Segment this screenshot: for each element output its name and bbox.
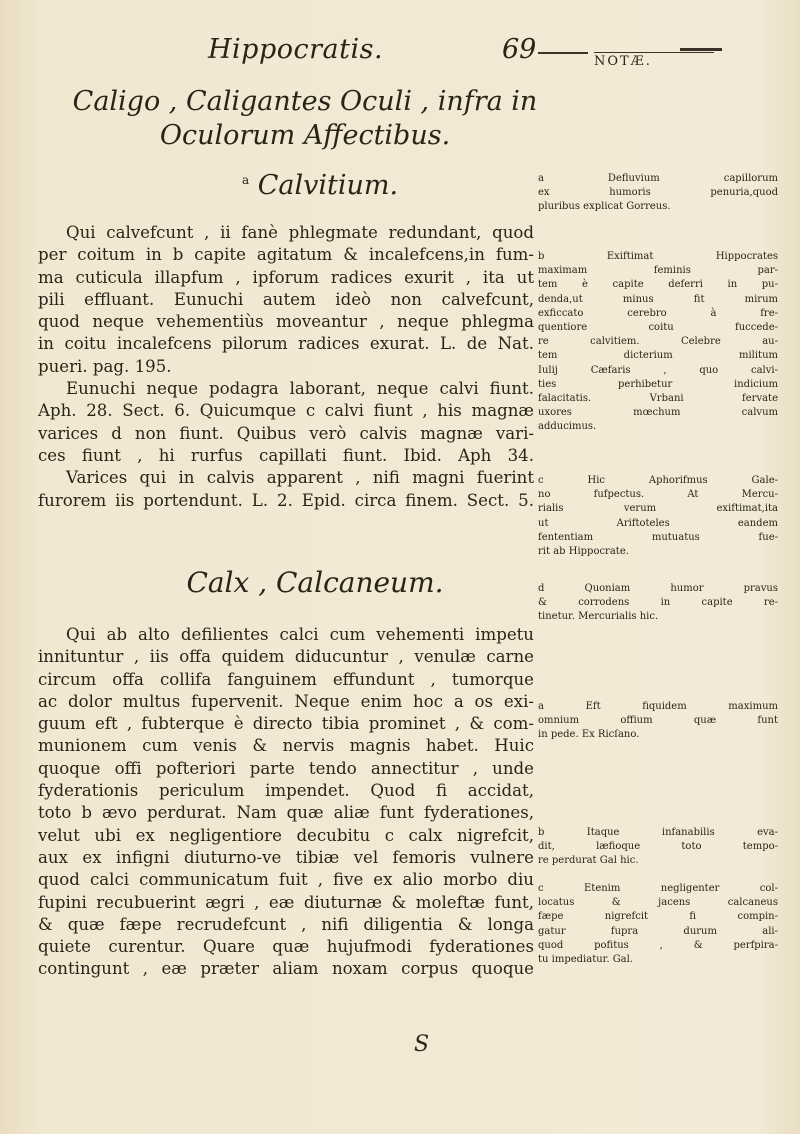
- note-line: b Itaque infanabilis eva-: [538, 827, 778, 838]
- note-line: c Etenim negligenter col-: [538, 883, 778, 894]
- note-line: ex humoris penuria,quod: [538, 187, 778, 199]
- note-line: quod pofitus , & perfpira-: [538, 939, 778, 951]
- text-line: innituntur , iis offa quidem diducuntur , venulæ carne: [38, 647, 534, 667]
- note-line: gatur fupra durum ali-: [538, 925, 778, 937]
- text-line: & quæ fæpe recrudefcunt , nifi diligentia & longa: [38, 914, 534, 934]
- text-line: fupini recubuerint ægri , eæ diuturnæ & moleftæ funt,: [38, 892, 534, 912]
- text-line: quod neque vehementiùs moveantur , neque phlegma: [38, 312, 534, 332]
- marginal-note-c: [538, 474, 778, 559]
- marginal-note-b: [538, 250, 778, 435]
- marginal-note-calx-c: [538, 882, 778, 967]
- note-line: dit, læfioque toto tempo-: [538, 841, 778, 853]
- text-line: ma cuticula illapfum , ipforum radices exurit , ita ut: [38, 267, 534, 287]
- text-line: Qui ab alto defilientes calci cum vehementi impetu: [66, 625, 534, 644]
- note-line: a Eft fiquidem maximum: [538, 701, 778, 712]
- marginal-note-calx-a: [538, 700, 778, 743]
- note-line: denda,ut minus fit mirum: [538, 293, 778, 305]
- note-line: rialis verum exiftimat,ita: [538, 503, 778, 515]
- text-line: toto b ævo perdurat. Nam quæ aliæ funt fyderationes,: [38, 803, 534, 823]
- note-line: tem dicterium militum: [538, 350, 778, 362]
- note-line: adducimus.: [538, 421, 597, 433]
- page-number: 69: [502, 34, 537, 65]
- note-line: locatus & jacens calcaneus: [538, 897, 778, 909]
- heading-calvitium-text: Calvitium.: [257, 170, 399, 201]
- note-line: a Defluvium capillorum: [538, 173, 778, 184]
- note-line: falacitatis. Vrbani fervate: [538, 393, 778, 405]
- running-title: Hippocratis.: [208, 34, 384, 65]
- text-line: per coitum in b capite agitatum & incalefcens,in fum-: [38, 245, 534, 265]
- marginal-note-calx-b: [538, 826, 778, 869]
- note-line: tem è capite deferri in pu-: [538, 279, 778, 291]
- note-line: b Exiftimat Hippocrates: [538, 251, 778, 262]
- note-line: fententiam mutuatus fue-: [538, 531, 778, 543]
- text-line: furorem iis portendunt. L. 2. Epid. circa finem. Sect. 5.: [38, 490, 534, 510]
- text-line: quod calci communicatum fuit , five ex alio morbo diu: [38, 870, 534, 890]
- heading-calx: Calx , Calcaneum.: [186, 566, 444, 599]
- text-line: in coitu incalefcens pilorum radices exurat. L. de Nat.: [38, 334, 534, 354]
- text-line: circum offa collifa fanguinem effundunt , tumorque: [38, 669, 534, 689]
- text-line: aux ex infigni diuturno-ve tibiæ vel femoris vulnere: [38, 847, 534, 867]
- note-line: quentiore coitu fuccede-: [538, 322, 778, 334]
- footnote-mark: a: [241, 173, 250, 187]
- note-line: Iulij Cæfaris , quo calvi-: [538, 364, 778, 376]
- note-line: maximam feminis par-: [538, 265, 778, 277]
- text-line: pili effluant. Eunuchi autem ideò non calvefcunt,: [38, 289, 534, 309]
- signature-mark: S: [414, 1032, 430, 1057]
- marginal-note-d: [538, 582, 778, 625]
- note-line: ties perhibetur indicium: [538, 378, 778, 390]
- text-line: quoque offi pofteriori parte tendo annectitur , unde: [38, 758, 534, 778]
- text-line: quiete curentur. Quare quæ hujufmodi fyderationes: [38, 937, 534, 957]
- heading-calvitium: [110, 170, 530, 201]
- text-line: Varices qui in calvis apparent , nifi magni fuerint: [66, 468, 534, 488]
- note-line: exficcato cerebro à fre-: [538, 307, 778, 319]
- text-line: ces fiunt , hi rurfus capillati fiunt. Ibid. Aph 34.: [38, 445, 534, 465]
- page-header: [0, 34, 800, 74]
- text-line: Eunuchi neque podagra laborant, neque calvi fiunt.: [66, 379, 534, 399]
- text-block-calx: [38, 624, 534, 981]
- text-line: contingunt , eæ præter aliam noxam corpus quoque: [38, 959, 534, 979]
- note-line: rit ab Hippocrate.: [538, 546, 629, 558]
- note-line: tu impediatur. Gal.: [538, 954, 634, 966]
- text-line: ac dolor multus fupervenit. Neque enim hoc a os exi-: [38, 691, 534, 711]
- note-line: omnium offium quæ funt: [538, 715, 778, 727]
- note-line: re perdurat Gal hic.: [538, 855, 639, 867]
- note-line: in pede. Ex Ricſano.: [538, 729, 640, 741]
- text-line: velut ubi ex negligentiore decubitu c calx nigrefcit,: [38, 825, 534, 845]
- note-line: d Quoniam humor pravus: [538, 583, 778, 594]
- note-line: pluribus explicat Gorreus.: [538, 201, 671, 213]
- heading-caligo-line1: Caligo , Caligantes Oculi , infra in: [72, 86, 538, 117]
- note-line: ut Ariftoteles eandem: [538, 517, 778, 529]
- note-line: no fufpectus. At Mercu-: [538, 489, 778, 501]
- note-line: c Hic Aphorifmus Gale-: [538, 475, 778, 486]
- marginal-note-a: [538, 172, 778, 215]
- text-line: Qui calvefcunt , ii fanè phlegmate redundant, quod: [66, 223, 534, 242]
- header-rule: [680, 48, 722, 51]
- text-line: guum eft , fubterque è directo tibia prominet , & com-: [38, 714, 534, 734]
- text-line: Aph. 28. Sect. 6. Quicumque c calvi fiunt , his magnæ: [38, 401, 534, 421]
- text-line: munionem cum venis & nervis magnis habet. Huic: [38, 736, 534, 756]
- note-line: uxores mœchum calvum: [538, 407, 778, 419]
- note-line: tinetur. Mercurialis hic.: [538, 611, 659, 623]
- text-line: fyderationis periculum impendet. Quod fi accidat,: [38, 781, 534, 801]
- text-line: varices d non fiunt. Quibus verò calvis magnæ vari-: [38, 423, 534, 443]
- notes-column-label: NOTÆ.: [594, 52, 714, 69]
- note-line: re calvitiem. Celebre au-: [538, 336, 778, 348]
- heading-caligo-line2: Oculorum Affectibus.: [159, 120, 451, 151]
- text-block-calvitium: [38, 222, 534, 512]
- note-line: & corrodens in capite re-: [538, 597, 778, 609]
- note-line: fæpe nigrefcit fi compin-: [538, 911, 778, 923]
- text-line: pueri. pag. 195.: [38, 356, 172, 376]
